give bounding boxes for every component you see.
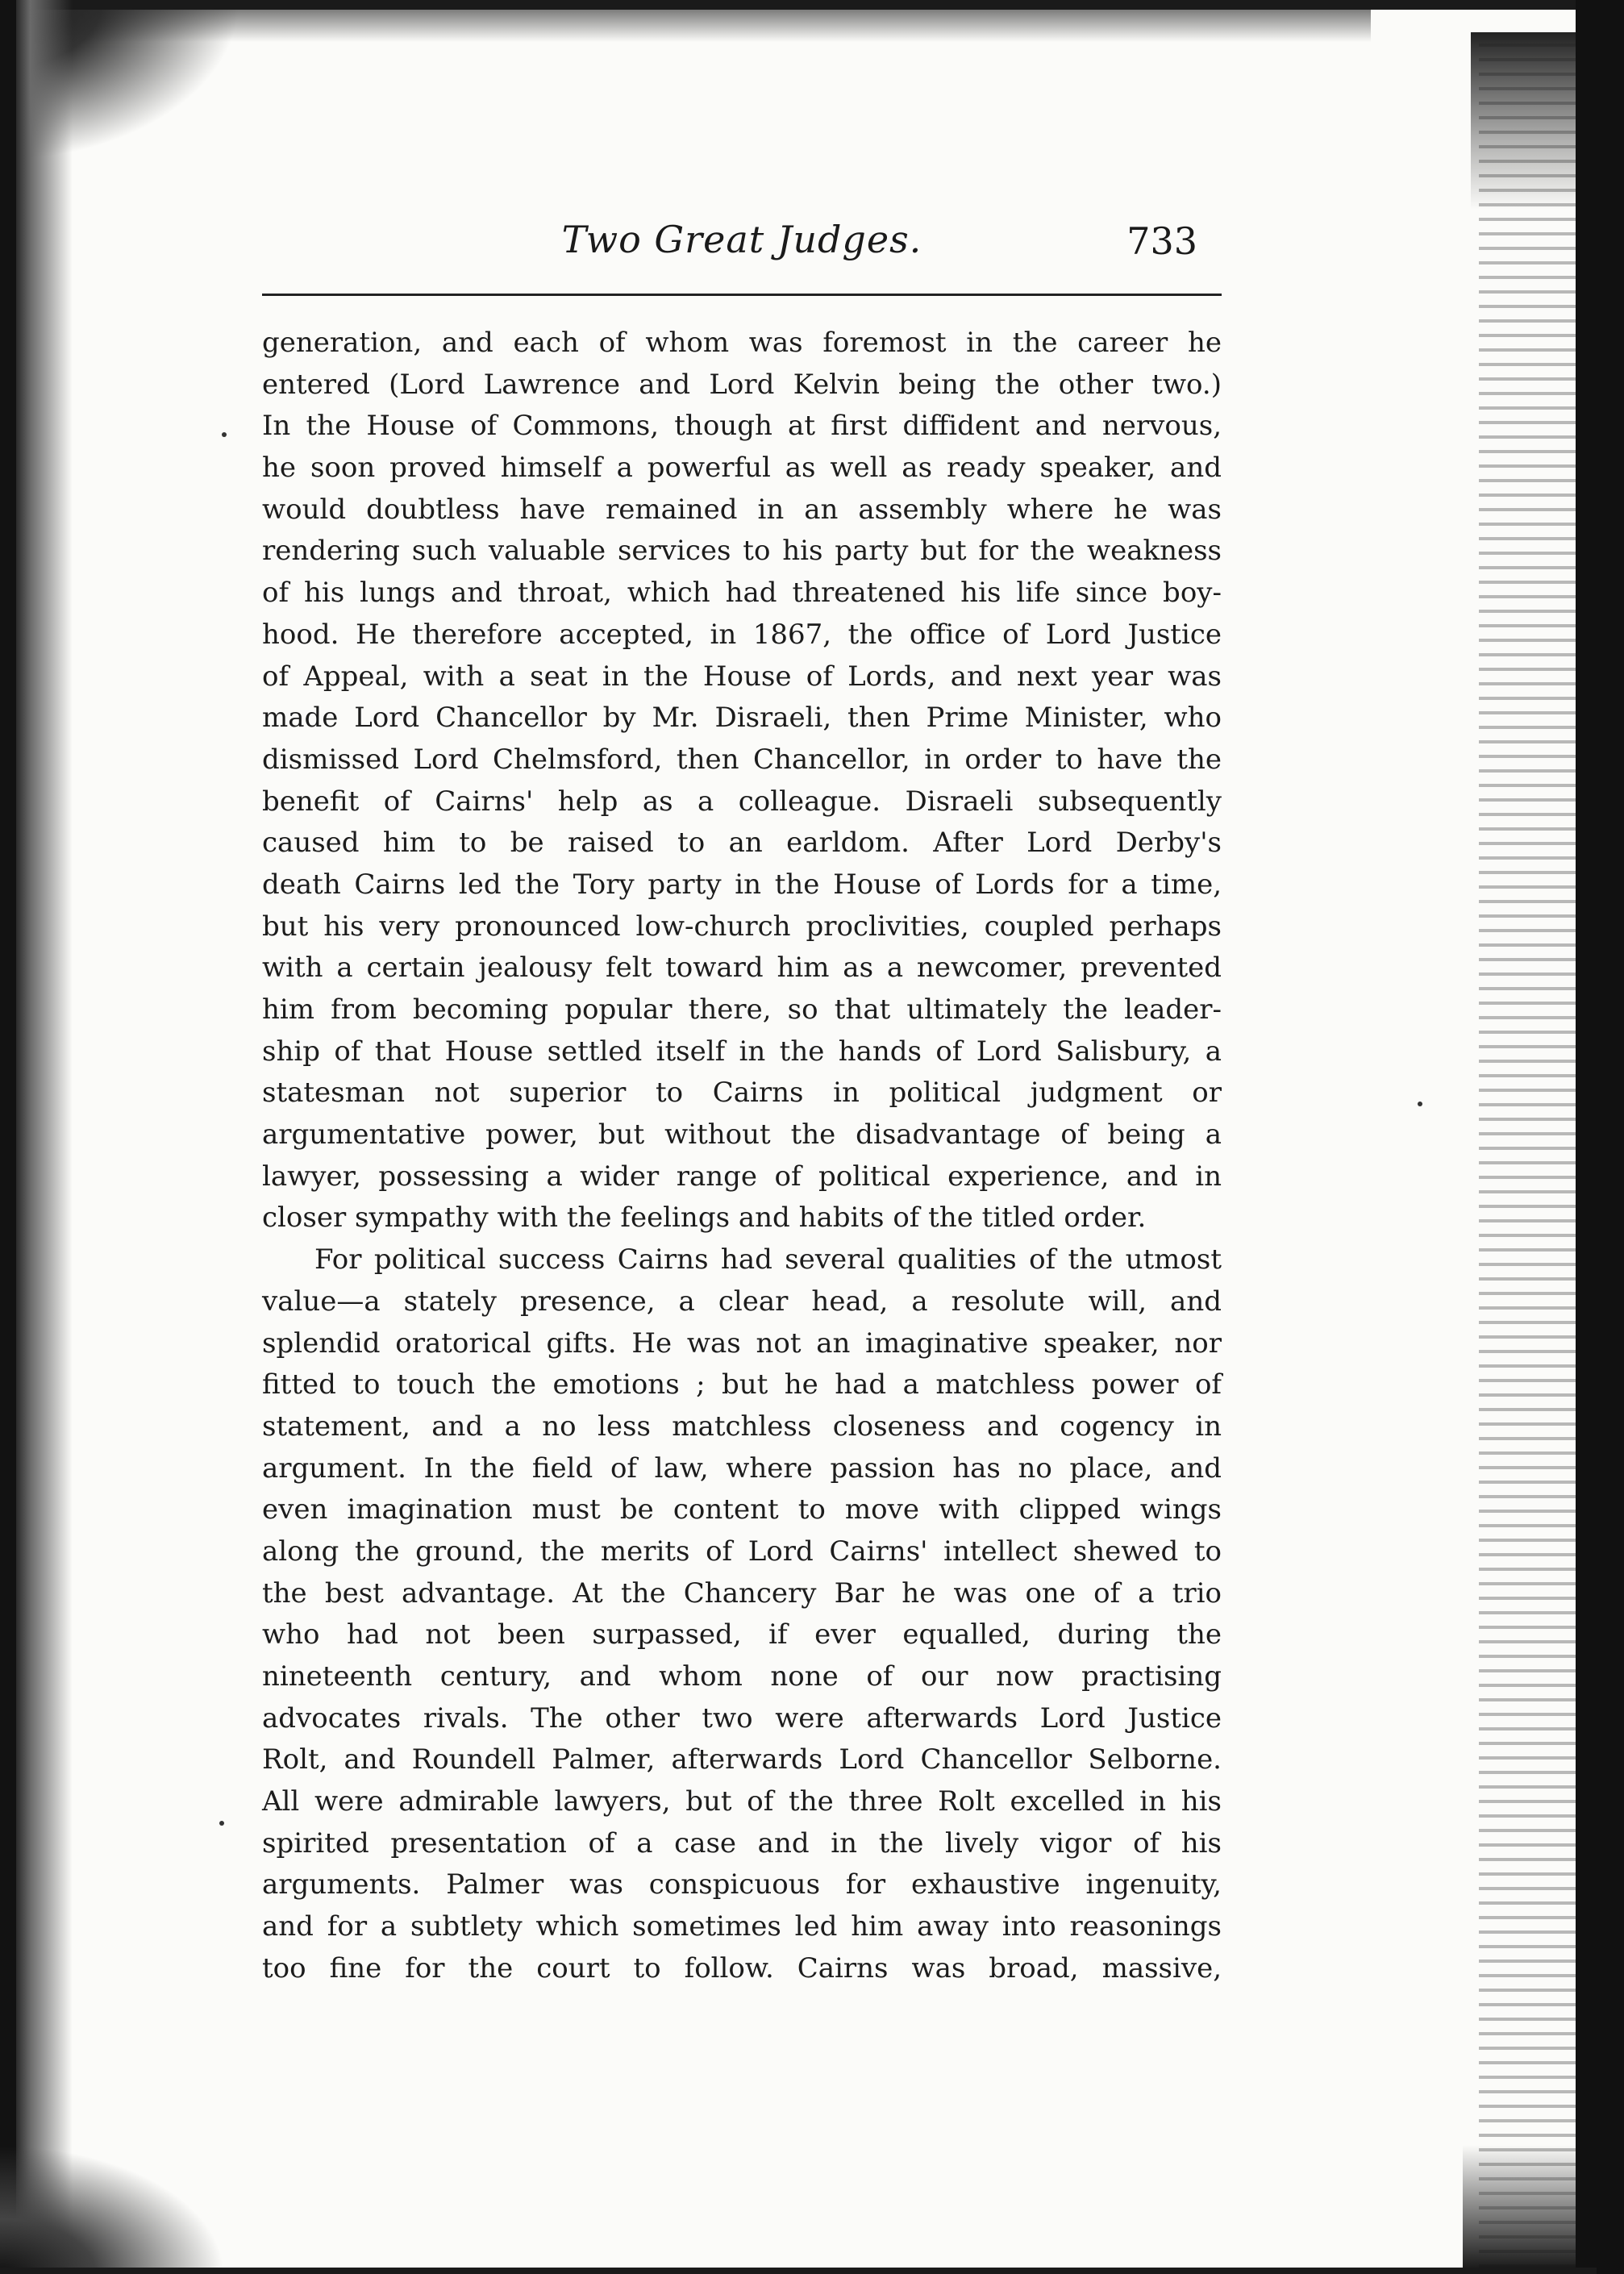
scan-shadow-right-bottom — [1463, 2145, 1576, 2274]
text-line: he soon proved himself a powerful as well as ready speaker, and — [262, 452, 1222, 485]
text-line: made Lord Chancellor by Mr. Disraeli, then Prime Minister, who — [262, 702, 1222, 735]
paragraph-end-line: closer sympathy with the feelings and habits of the titled order. — [262, 1202, 1147, 1235]
text-line: ship of that House settled itself in the hands of Lord Salisbury, a — [262, 1035, 1222, 1068]
text-line: and for a subtlety which sometimes led him away into reasonings — [262, 1910, 1222, 1943]
scan-shadow-bottom-left — [0, 2145, 226, 2274]
text-line: fitted to touch the emotions ; but he had a matchless power of — [262, 1368, 1222, 1401]
text-line: All were admirable lawyers, but of the three Rolt excelled in his — [262, 1785, 1222, 1818]
text-line: but his very pronounced low-church proclivities, coupled perhaps — [262, 910, 1222, 943]
text-line: generation, and each of whom was foremost in the career he — [262, 327, 1222, 359]
text-line: arguments. Palmer was conspicuous for exhaustive ingenuity, — [262, 1868, 1222, 1901]
scan-edge-left — [0, 0, 16, 2274]
text-line: of his lungs and throat, which had threatened his life since boy- — [262, 577, 1222, 610]
text-line: caused him to be raised to an earldom. After Lord Derby's — [262, 827, 1222, 860]
text-line: with a certain jealousy felt toward him as a newcomer, prevented — [262, 952, 1222, 985]
text-line: argumentative power, but without the disadvantage of being a — [262, 1118, 1222, 1152]
text-line: nineteenth century, and whom none of our now practising — [262, 1660, 1222, 1693]
text-line: along the ground, the merits of Lord Cairns' intellect shewed to — [262, 1535, 1222, 1568]
text-line: hood. He therefore accepted, in 1867, the office of Lord Justice — [262, 618, 1222, 651]
text-line: lawyer, possessing a wider range of political experience, and in — [262, 1160, 1222, 1193]
text-line: advocates rivals. The other two were afterwards Lord Justice — [262, 1701, 1222, 1735]
text-line: statement, and a no less matchless closeness and cogency in — [262, 1410, 1222, 1443]
text-line: who had not been surpassed, if ever equalled, during the — [262, 1618, 1222, 1651]
margin-speck — [1418, 1102, 1422, 1106]
scan-edge-right — [1576, 0, 1624, 2274]
text-line: dismissed Lord Chelmsford, then Chancellor, in order to have the — [262, 743, 1222, 776]
scan-shadow-top — [0, 10, 1371, 42]
text-line: value—a stately presence, a clear head, a resolute will, and — [262, 1285, 1222, 1318]
text-line: of Appeal, with a seat in the House of Lords, and next year was — [262, 660, 1222, 693]
page-number: 733 — [1126, 219, 1197, 263]
scan-edge-top — [0, 0, 1597, 10]
text-line: the best advantage. At the Chancery Bar he was one of a trio — [262, 1576, 1222, 1610]
paragraph-start-line: For political success Cairns had several qualities of the utmost — [314, 1243, 1222, 1277]
margin-speck — [222, 432, 227, 437]
text-line: benefit of Cairns' help as a colleague. Disraeli subsequently — [262, 785, 1222, 818]
text-line: In the House of Commons, though at first diffident and nervous, — [262, 410, 1222, 443]
text-line: rendering such valuable services to his party but for the weakness — [262, 535, 1222, 568]
text-line: argument. In the field of law, where passion has no place, and — [262, 1451, 1222, 1485]
text-line: entered (Lord Lawrence and Lord Kelvin being the other two.) — [262, 368, 1222, 401]
text-line: even imagination must be content to move with clipped wings — [262, 1493, 1222, 1526]
margin-speck — [219, 1821, 224, 1826]
text-line: splendid oratorical gifts. He was not an imaginative speaker, nor — [262, 1326, 1222, 1360]
text-line: would doubtless have remained in an assembly where he was — [262, 493, 1222, 526]
page-edge-stack — [1479, 32, 1576, 2274]
text-line: him from becoming popular there, so that ultimately the leader- — [262, 993, 1222, 1026]
running-head — [262, 218, 1222, 282]
text-line: spirited presentation of a case and in the lively vigor of his — [262, 1826, 1222, 1860]
text-line: statesman not superior to Cairns in political judgment or — [262, 1077, 1222, 1110]
text-line: too fine for the court to follow. Cairns was broad, massive, — [262, 1951, 1222, 1985]
body-text — [262, 323, 1222, 1990]
text-line: death Cairns led the Tory party in the House of Lords for a time, — [262, 868, 1222, 901]
running-title: Two Great Judges. — [561, 218, 922, 261]
text-line: Rolt, and Roundell Palmer, afterwards Lord Chancellor Selborne. — [262, 1743, 1222, 1776]
header-rule — [262, 294, 1222, 296]
scan-edge-bottom — [0, 2268, 1597, 2274]
scan-shadow-left — [16, 0, 73, 2274]
